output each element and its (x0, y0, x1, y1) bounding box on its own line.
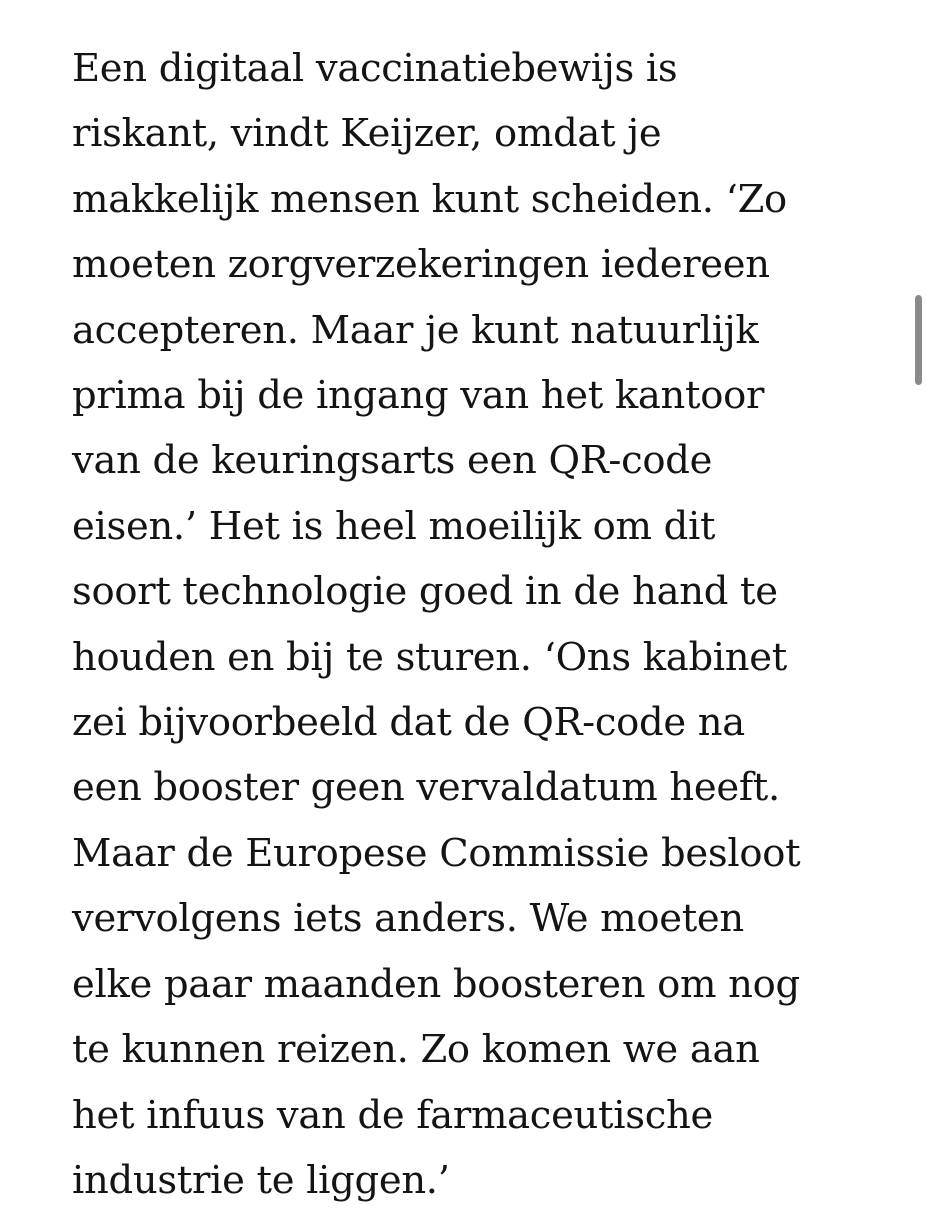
paragraph-line: makkelijk mensen kunt scheiden. ‘Zo (72, 176, 787, 222)
paragraph-line: soort technologie goed in de hand te (72, 569, 778, 615)
paragraph-line: Een digitaal vaccinatiebewijs is (72, 46, 678, 91)
paragraph-line: te kunnen reizen. Zo komen we aan (72, 1027, 760, 1073)
paragraph-line: van de keuringsarts een QR-code (72, 438, 713, 484)
paragraph-line: eisen.’ Het is heel moeilijk om dit (72, 503, 716, 549)
paragraph-line: Maar de Europese Commissie besloot (72, 830, 801, 876)
paragraph-line: het infuus van de farmaceutische (72, 1092, 713, 1138)
paragraph-line: vervolgens iets anders. We moeten (72, 896, 744, 942)
paragraph-line: houden en bij te sturen. ‘Ons kabinet (72, 634, 787, 680)
scrollbar-thumb[interactable] (915, 295, 922, 385)
paragraph-line: industrie te liggen.’ (72, 1157, 450, 1203)
article-paragraph (72, 36, 872, 1213)
paragraph-line: een booster geen vervaldatum heeft. (72, 765, 780, 811)
paragraph-line: riskant, vindt Keijzer, omdat je (72, 111, 662, 157)
paragraph-line: elke paar maanden boosteren om nog (72, 961, 800, 1007)
paragraph-line: moeten zorgverzekeringen iedereen (72, 242, 770, 288)
paragraph-line: prima bij de ingang van het kantoor (72, 373, 765, 419)
paragraph-line: accepteren. Maar je kunt natuurlijk (72, 307, 759, 353)
paragraph-line: zei bijvoorbeeld dat de QR-code na (72, 700, 745, 746)
